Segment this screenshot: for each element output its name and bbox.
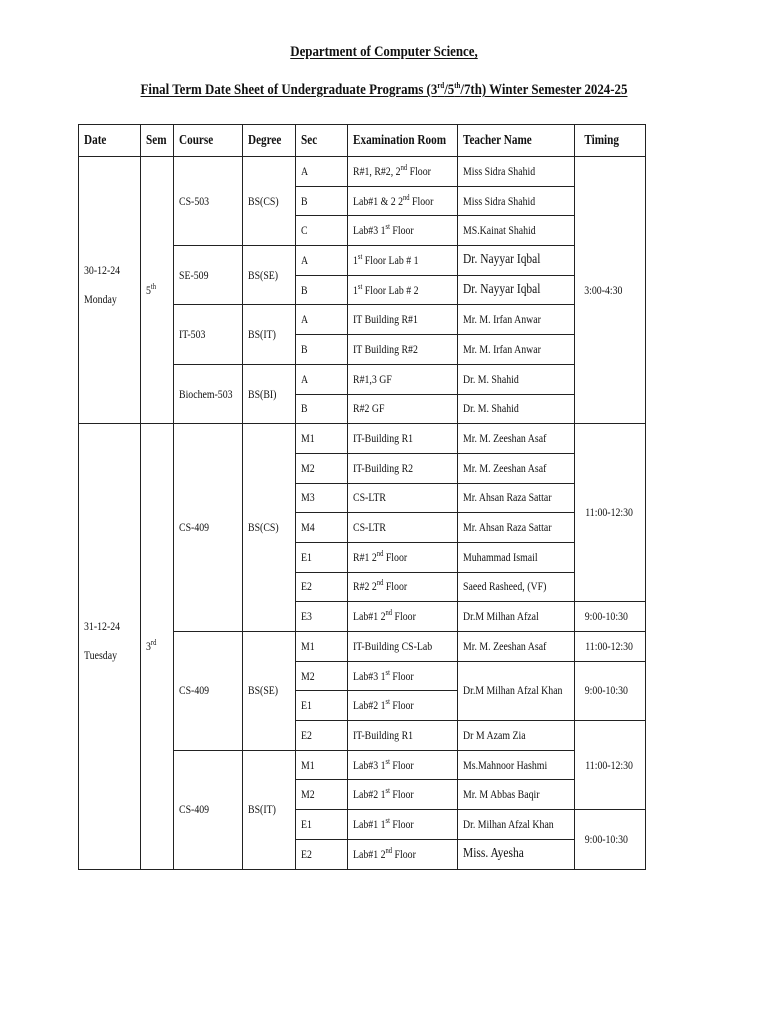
- timing-cell: 11:00-12:30: [575, 424, 646, 602]
- sec-cell: A: [296, 305, 348, 335]
- room-cell: CS-LTR: [348, 513, 458, 543]
- teacher-cell: Dr. Milhan Afzal Khan: [458, 810, 575, 840]
- teacher-cell: Mr. M. Zeeshan Asaf: [458, 424, 575, 454]
- sec-cell: E3: [296, 602, 348, 632]
- teacher-cell: Mr. M Abbas Baqir: [458, 780, 575, 810]
- room-cell: Lab#2 1st Floor: [348, 691, 458, 721]
- sec-cell: B: [296, 335, 348, 365]
- room-cell: R#2 GF: [348, 394, 458, 424]
- room-cell: Lab#3 1st Floor: [348, 750, 458, 780]
- room-cell: Lab#1 & 2 2nd Floor: [348, 186, 458, 216]
- teacher-cell: Saeed Rasheed, (VF): [458, 572, 575, 602]
- teacher-cell: Mr. Ahsan Raza Sattar: [458, 513, 575, 543]
- degree-cell: BS(BI): [243, 364, 296, 423]
- sec-cell: B: [296, 394, 348, 424]
- teacher-cell: Mr. M. Irfan Anwar: [458, 335, 575, 365]
- timing-cell: 9:00-10:30: [575, 661, 646, 720]
- sec-cell: A: [296, 246, 348, 276]
- degree-cell: BS(IT): [243, 305, 296, 364]
- course-cell: CS-409: [174, 750, 243, 869]
- teacher-cell: Dr.M Milhan Afzal Khan: [458, 661, 575, 720]
- timing-cell: 11:00-12:30: [575, 721, 646, 810]
- room-cell: R#2 2nd Floor: [348, 572, 458, 602]
- degree-cell: BS(SE): [243, 246, 296, 305]
- header-degree: Degree: [243, 125, 296, 157]
- timing-cell: 3:00-4:30: [575, 157, 646, 424]
- date-sheet-table: [78, 124, 646, 870]
- sec-cell: M2: [296, 453, 348, 483]
- sec-cell: M1: [296, 632, 348, 662]
- room-cell: IT Building R#2: [348, 335, 458, 365]
- room-cell: 1st Floor Lab # 2: [348, 275, 458, 305]
- room-cell: IT-Building R1: [348, 721, 458, 751]
- sheet-title: [54, 82, 714, 99]
- teacher-cell: Mr. M. Zeeshan Asaf: [458, 453, 575, 483]
- teacher-cell: Miss. Ayesha: [458, 839, 575, 869]
- sec-cell: M3: [296, 483, 348, 513]
- room-cell: R#1,3 GF: [348, 364, 458, 394]
- sec-cell: M1: [296, 424, 348, 454]
- teacher-cell: Mr. M. Irfan Anwar: [458, 305, 575, 335]
- header-timing: Timing: [575, 125, 646, 157]
- teacher-cell: Dr. Nayyar Iqbal: [458, 275, 575, 305]
- sec-cell: M2: [296, 661, 348, 691]
- sec-cell: E1: [296, 810, 348, 840]
- teacher-cell: Dr M Azam Zia: [458, 721, 575, 751]
- room-cell: Lab#2 1st Floor: [348, 780, 458, 810]
- degree-cell: BS(CS): [243, 157, 296, 246]
- sec-cell: E2: [296, 572, 348, 602]
- timing-cell: 9:00-10:30: [575, 602, 646, 632]
- room-cell: R#1, R#2, 2nd Floor: [348, 157, 458, 187]
- teacher-cell: Mr. Ahsan Raza Sattar: [458, 483, 575, 513]
- sec-cell: A: [296, 157, 348, 187]
- course-cell: IT-503: [174, 305, 243, 364]
- room-cell: Lab#3 1st Floor: [348, 661, 458, 691]
- room-cell: IT Building R#1: [348, 305, 458, 335]
- sec-cell: A: [296, 364, 348, 394]
- sec-cell: E1: [296, 691, 348, 721]
- room-cell: Lab#1 2nd Floor: [348, 602, 458, 632]
- teacher-cell: Dr. M. Shahid: [458, 394, 575, 424]
- teacher-cell: Dr.M Milhan Afzal: [458, 602, 575, 632]
- teacher-cell: Dr. M. Shahid: [458, 364, 575, 394]
- sec-cell: B: [296, 275, 348, 305]
- sem-cell: 3rd: [141, 424, 174, 869]
- sec-cell: M1: [296, 750, 348, 780]
- room-cell: IT-Building R2: [348, 453, 458, 483]
- department-title-text: Department of Computer Science,: [290, 44, 478, 60]
- sheet-title-text: Final Term Date Sheet of Undergraduate Programs (3rd/5th/7th) Winter Semester 2024-25: [140, 81, 628, 98]
- table-row: [79, 424, 646, 454]
- room-cell: IT-Building R1: [348, 424, 458, 454]
- header-sem: Sem: [141, 125, 174, 157]
- sec-cell: M4: [296, 513, 348, 543]
- teacher-cell: Dr. Nayyar Iqbal: [458, 246, 575, 276]
- table-header-row: [79, 125, 646, 157]
- header-sec: Sec: [296, 125, 348, 157]
- teacher-cell: Mr. M. Zeeshan Asaf: [458, 632, 575, 662]
- course-cell: CS-503: [174, 157, 243, 246]
- teacher-cell: Miss Sidra Shahid: [458, 186, 575, 216]
- teacher-cell: Muhammad Ismail: [458, 542, 575, 572]
- department-title: [54, 44, 714, 61]
- sec-cell: E1: [296, 542, 348, 572]
- teacher-cell: MS.Kainat Shahid: [458, 216, 575, 246]
- course-cell: CS-409: [174, 632, 243, 751]
- teacher-cell: Miss Sidra Shahid: [458, 157, 575, 187]
- course-cell: SE-509: [174, 246, 243, 305]
- room-cell: Lab#1 1st Floor: [348, 810, 458, 840]
- room-cell: IT-Building CS-Lab: [348, 632, 458, 662]
- room-cell: Lab#3 1st Floor: [348, 216, 458, 246]
- timing-cell: 11:00-12:30: [575, 632, 646, 662]
- timing-cell: 9:00-10:30: [575, 810, 646, 869]
- sec-cell: C: [296, 216, 348, 246]
- course-cell: Biochem-503: [174, 364, 243, 423]
- header-teacher: Teacher Name: [458, 125, 575, 157]
- teacher-cell: Ms.Mahnoor Hashmi: [458, 750, 575, 780]
- sec-cell: E2: [296, 721, 348, 751]
- date-cell: 30-12-24 Monday: [79, 157, 141, 424]
- date-cell: 31-12-24 Tuesday: [79, 424, 141, 869]
- room-cell: 1st Floor Lab # 1: [348, 246, 458, 276]
- sem-cell: 5th: [141, 157, 174, 424]
- sec-cell: B: [296, 186, 348, 216]
- room-cell: CS-LTR: [348, 483, 458, 513]
- room-cell: R#1 2nd Floor: [348, 542, 458, 572]
- header-date: Date: [79, 125, 141, 157]
- header-course: Course: [174, 125, 243, 157]
- room-cell: Lab#1 2nd Floor: [348, 839, 458, 869]
- sec-cell: M2: [296, 780, 348, 810]
- degree-cell: BS(IT): [243, 750, 296, 869]
- header-room: Examination Room: [348, 125, 458, 157]
- table-row: [79, 157, 646, 187]
- sec-cell: E2: [296, 839, 348, 869]
- degree-cell: BS(SE): [243, 632, 296, 751]
- course-cell: CS-409: [174, 424, 243, 632]
- degree-cell: BS(CS): [243, 424, 296, 632]
